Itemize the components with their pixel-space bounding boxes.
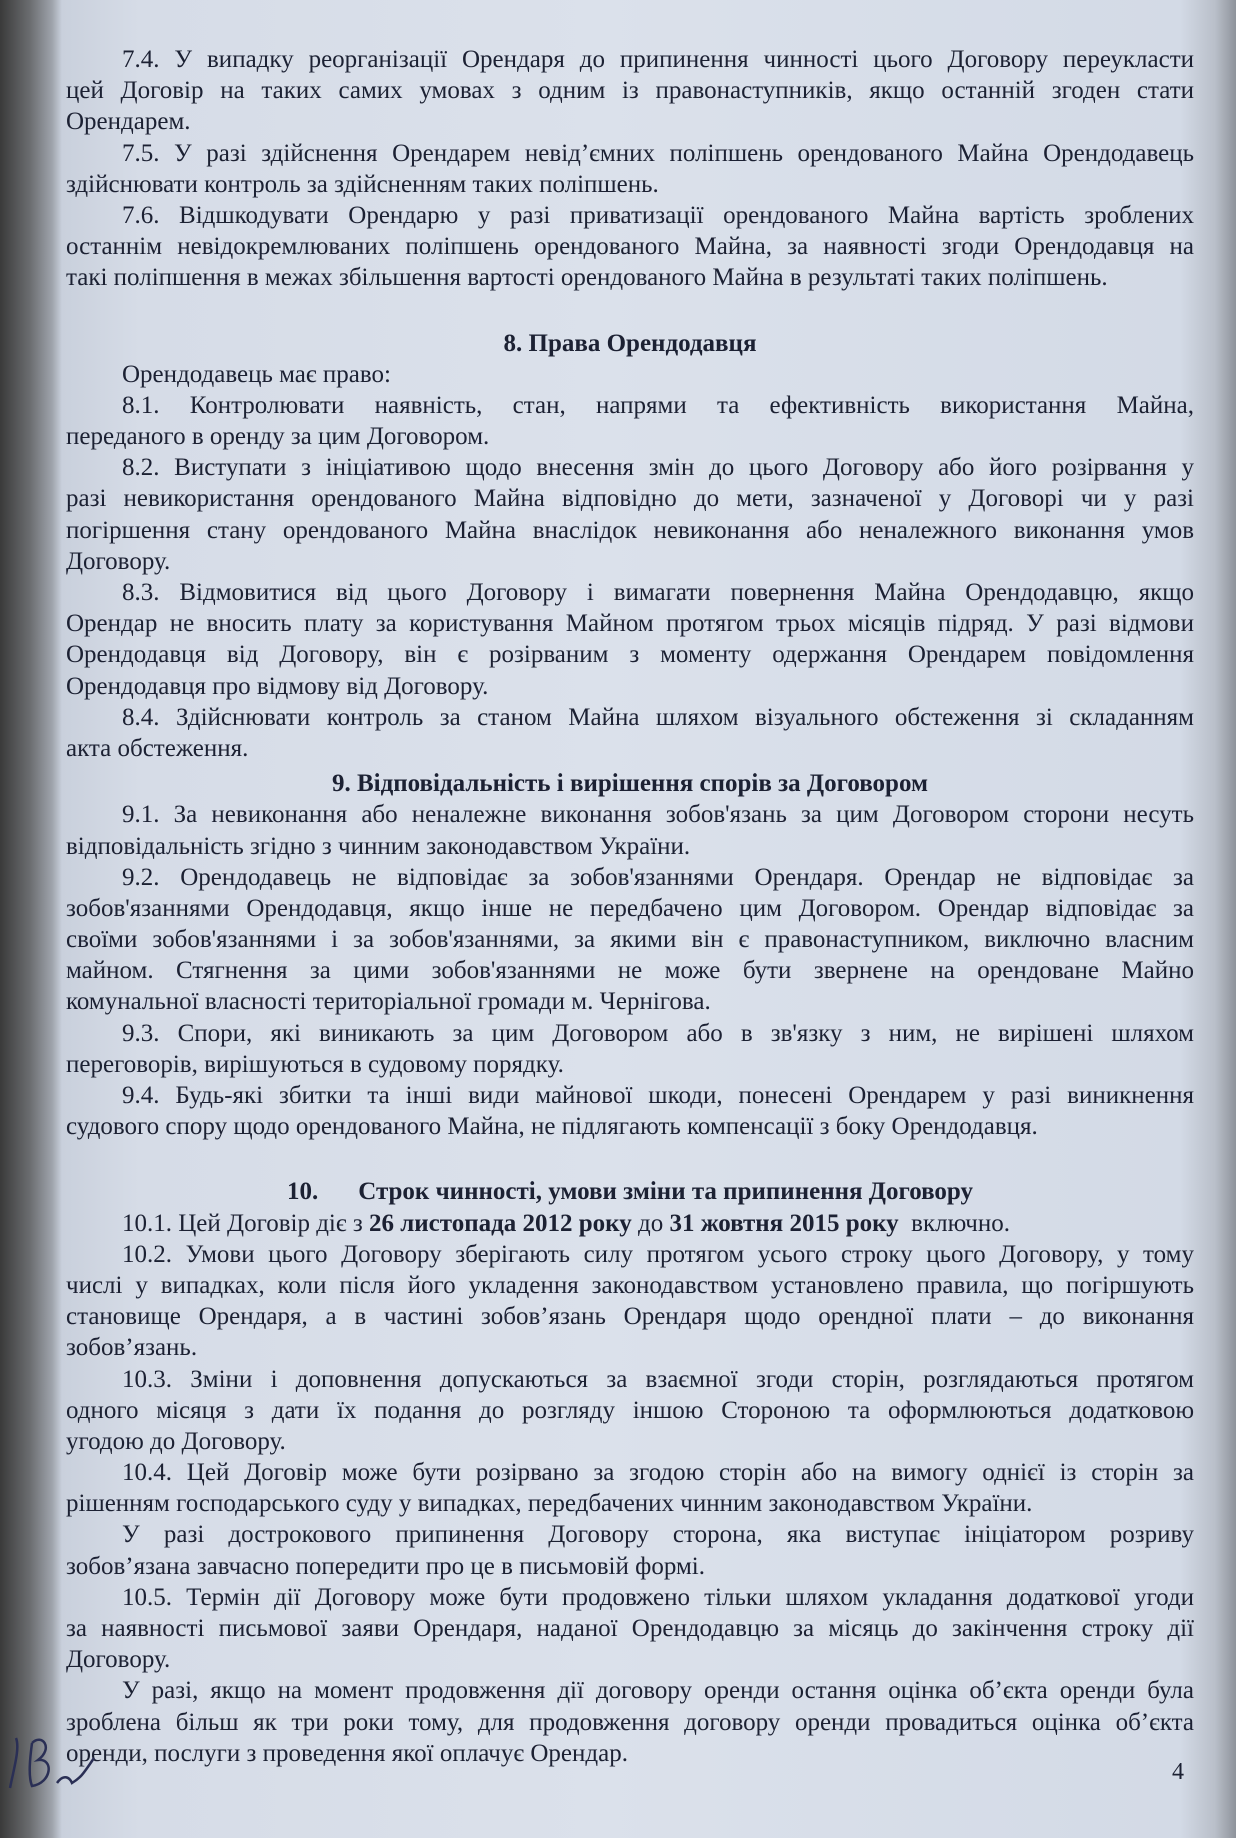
- paragraph-line: У разі, якщо на момент продовження дії договору оренди остання оцінка об’єкта оренди була: [122, 1677, 1194, 1705]
- paragraph-line: [66, 1208, 1194, 1239]
- paragraph-line: угодою до Договору.: [66, 1427, 286, 1455]
- paragraph-line: Орендарем.: [66, 108, 191, 136]
- paragraph-line: цей Договір на таких самих умовах з одним із правонаступників, якщо останній згоден стати: [66, 77, 1194, 105]
- paragraph-line: Орендар не вносить плату за користування Майном протягом трьох місяців підряд. У разі відмови: [66, 610, 1194, 638]
- paragraph-line: судового спору щодо орендованого Майна, не підлягають компенсації з боку Орендодавця.: [66, 1113, 1038, 1141]
- paragraph-line: числі у випадках, коли після його укладення законодавством установлено правила, що погіршують: [66, 1271, 1194, 1299]
- paragraph-line: Орендодавця про відмову від Договору.: [66, 672, 489, 700]
- paragraph-line: Орендодавець має право:: [122, 360, 391, 388]
- paragraph-line: 8.1. Контролювати наявність, стан, напрями та ефективність використання Майна,: [122, 391, 1194, 419]
- paragraph: [66, 862, 1194, 1018]
- paragraph-line: комунальної власності територіальної громади м. Чернігова.: [66, 988, 711, 1016]
- paragraph-line: 9.2. Орендодавець не відповідає за зобов'язаннями Орендаря. Орендар не відповідає за: [122, 863, 1194, 891]
- paragraph-line: разі невикористання орендованого Майна відповідно до мети, зазначеної у Договорі чи у разі: [66, 485, 1194, 513]
- paragraph-line: акта обстеження.: [66, 734, 249, 762]
- paragraph-line: оренди, послуги з проведення якої оплачує Орендар.: [66, 1739, 628, 1767]
- paragraph-line: погіршення стану орендованого Майна внаслідок невиконання або неналежного виконання умов: [66, 516, 1194, 544]
- date-highlight: 26 листопада 2012 року: [369, 1209, 632, 1237]
- paragraph-line: Договору.: [66, 547, 171, 575]
- paragraph: [66, 359, 1194, 390]
- paragraph: [66, 1582, 1194, 1676]
- paragraph-line: 9.3. Спори, які виникають за цим Договором або в зв'язку з ним, не вирішені шляхом: [122, 1019, 1194, 1047]
- paragraph: [66, 1675, 1194, 1769]
- paragraph-line: Договору.: [66, 1646, 171, 1674]
- section-number: 10.: [286, 1178, 319, 1206]
- paragraph-line: У разі дострокового припинення Договору сторона, яка виступає ініціатором розриву: [122, 1521, 1194, 1549]
- paragraph-line: Орендодавця від Договору, він є розірваним з моменту одержання Орендарем повідомлення: [66, 641, 1194, 669]
- paragraph-line: 10.4. Цей Договір може бути розірвано за згодою сторін або на вимогу однієї із сторін за: [122, 1459, 1194, 1487]
- text-segment: 10.1. Цей Договір діє з: [122, 1209, 369, 1237]
- text-segment: включно.: [898, 1209, 1011, 1237]
- paragraph-line: 7.6. Відшкодувати Орендарю у разі приватизації орендованого Майна вартість зроблених: [122, 201, 1194, 229]
- section-title: Строк чинності, умови зміни та припинення Договору: [358, 1178, 974, 1206]
- paragraph: [66, 1364, 1194, 1458]
- paragraph-line: 10.5. Термін дії Договору може бути продовжено тільки шляхом укладання додаткової угоди: [122, 1583, 1194, 1611]
- paragraph-line: такі поліпшення в межах збільшення вартості орендованого Майна в результаті таких поліпшень.: [66, 264, 1108, 292]
- paragraph-line: здійснювати контроль за здійсненням таких поліпшень.: [66, 170, 659, 198]
- section-title: 8. Права Орендодавця: [503, 329, 757, 357]
- section-heading: [66, 328, 1194, 359]
- section-heading: [66, 1176, 1194, 1207]
- paragraph-line: переговорів, вирішуються в судовому порядку.: [66, 1050, 564, 1078]
- paragraph: [66, 138, 1194, 200]
- paragraph-line: одного місяця з дати їх подання до розгляду іншою Стороною та оформлюються додатковою: [66, 1396, 1194, 1424]
- paragraph: [66, 702, 1194, 764]
- paragraph-line: зобов’язана завчасно попередити про це в письмовій формі.: [66, 1552, 705, 1580]
- paragraph: [66, 1080, 1194, 1142]
- paragraph: [66, 452, 1194, 577]
- paragraph: [66, 390, 1194, 452]
- paragraph-line: 9.1. За невиконання або неналежне виконання зобов'язань за цим Договором сторони несуть: [122, 801, 1194, 829]
- paragraph-line: своїми зобов'язаннями і за зобов'язаннями, за якими він є правонаступником, виключно власним: [66, 926, 1194, 954]
- paragraph-line: останнім невідокремлюваних поліпшень орендованого Майна, за наявності згоди Орендодавця на: [66, 233, 1194, 261]
- paragraph-line: майном. Стягнення за цими зобов'язаннями не може бути звернене на орендоване Майно: [66, 957, 1194, 985]
- paragraph: [66, 1239, 1194, 1364]
- paragraph: [66, 577, 1194, 702]
- paragraph-line: 10.2. Умови цього Договору зберігають силу протягом усього строку цього Договору, у тому: [122, 1240, 1194, 1268]
- paragraph-line: 8.3. Відмовитися від цього Договору і вимагати повернення Майна Орендодавцю, якщо: [122, 579, 1194, 606]
- document-page: [66, 44, 1194, 1769]
- paragraph: [66, 44, 1194, 138]
- text-segment: до: [631, 1209, 670, 1237]
- paragraph-line: за наявності письмової заяви Орендаря, наданої Орендодавцю за місяць до закінчення строку дії: [66, 1615, 1194, 1642]
- paragraph-line: відповідальність згідно з чинним законодавством України.: [66, 832, 691, 860]
- date-highlight: 31 жовтня 2015 року: [669, 1209, 899, 1237]
- paragraph-line: 10.3. Зміни і доповнення допускаються за взаємної згоди сторін, розглядаються протягом: [122, 1365, 1194, 1393]
- paragraph-line: 8.4. Здійснювати контроль за станом Майна шляхом візуального обстеження зі складанням: [122, 703, 1194, 731]
- paragraph-line: рішенням господарського суду у випадках, передбачених чинним законодавством України.: [66, 1490, 1033, 1518]
- paragraph: [66, 799, 1194, 861]
- paragraph: [66, 1457, 1194, 1519]
- paragraph: [66, 200, 1194, 294]
- paragraph-line: 8.2. Виступати з ініціативою щодо внесення змін до цього Договору або його розірвання у: [122, 454, 1194, 482]
- paragraph-line: 7.5. У разі здійснення Орендарем невід’ємних поліпшень орендованого Майна Орендодавець: [122, 139, 1194, 167]
- paragraph: [66, 1018, 1194, 1080]
- paragraph-line: переданого в оренду за цим Договором.: [66, 423, 490, 451]
- paragraph-line: 7.4. У випадку реорганізації Орендаря до припинення чинності цього Договору переукласти: [122, 46, 1194, 73]
- section-title: 9. Відповідальність і вирішення спорів за Договором: [331, 770, 929, 798]
- paragraph: [66, 1519, 1194, 1581]
- paragraph-line: становище Орендаря, а в частині зобов’язань Орендаря щодо орендної плати – до виконання: [66, 1303, 1194, 1331]
- paragraph-line: зобов'язаннями Орендодавця, якщо інше не передбачено цим Договором. Орендар відповідає за: [66, 894, 1194, 922]
- paragraph-line: зобов’язань.: [66, 1334, 198, 1362]
- paragraph-line: зроблена більш як три роки тому, для продовження договору оренди провадиться оцінка об’єкта: [66, 1708, 1194, 1736]
- page-number: 4: [1172, 1759, 1184, 1785]
- handwritten-signature: [2, 1728, 122, 1798]
- section-heading: [66, 768, 1194, 799]
- paragraph-line: 9.4. Будь-які збитки та інші види майнової шкоди, понесені Орендарем у разі виникнення: [122, 1082, 1194, 1109]
